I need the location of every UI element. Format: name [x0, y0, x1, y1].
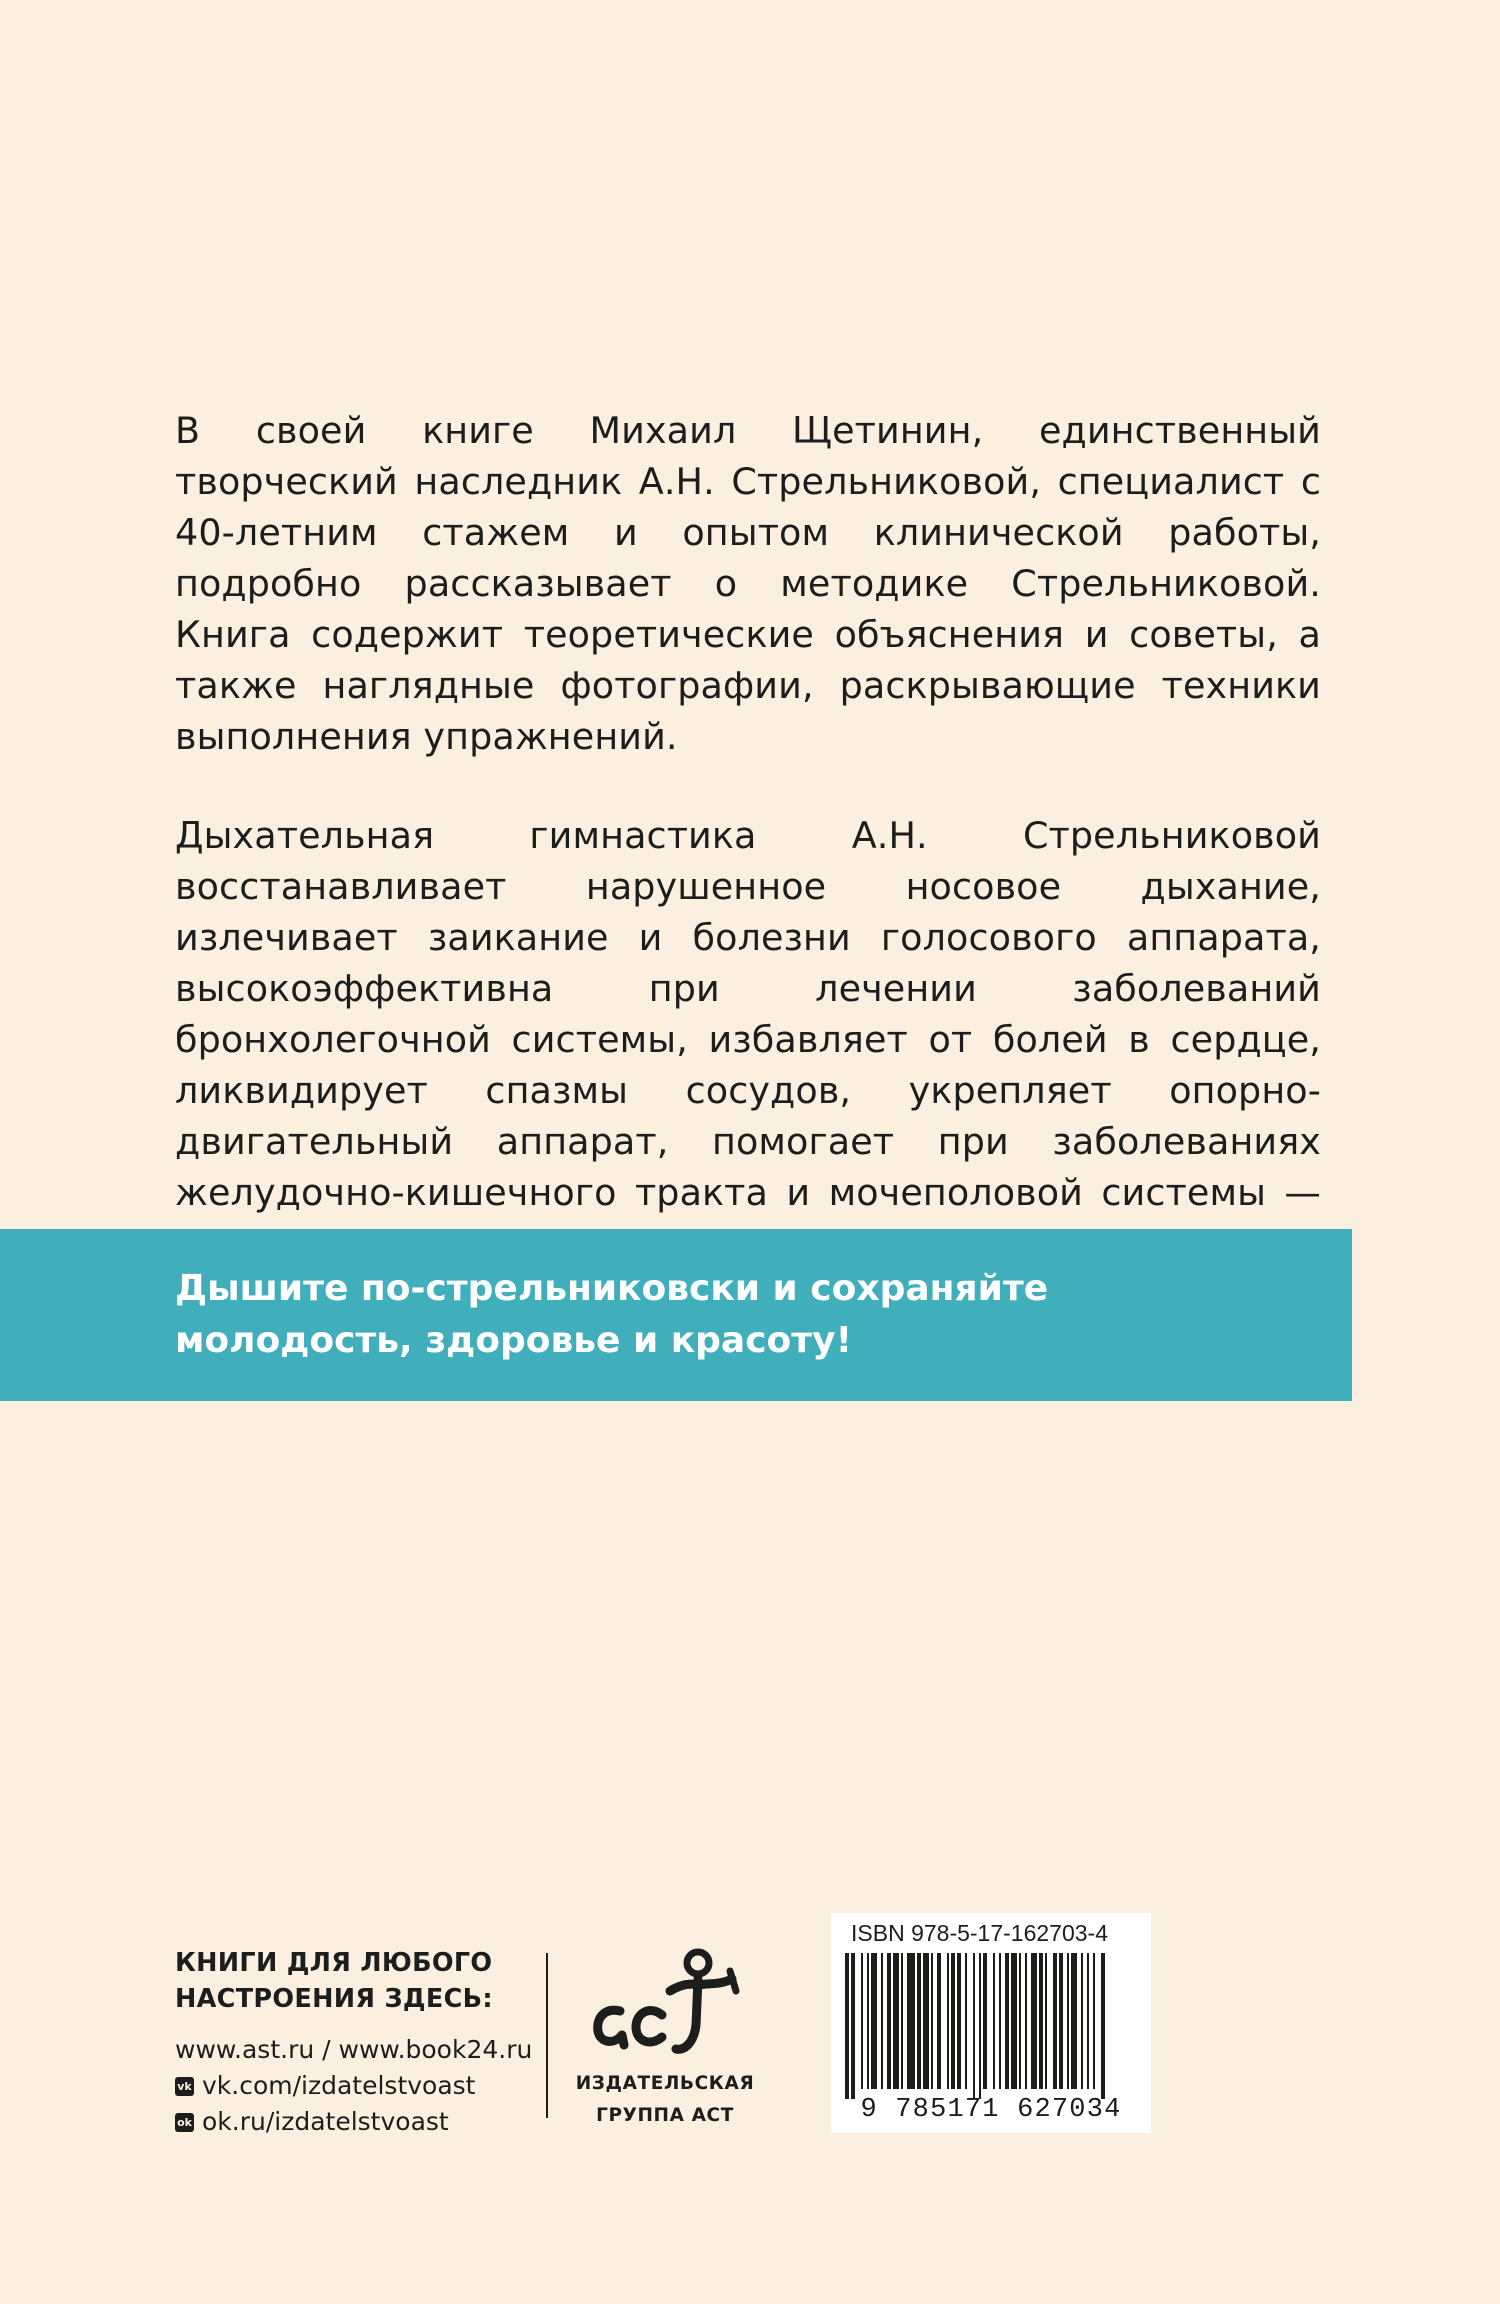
barcode-bar	[1101, 1953, 1105, 2099]
barcode-bar	[1005, 1953, 1009, 2089]
barcode-bar	[845, 1953, 849, 2099]
barcode-bar	[1081, 1953, 1083, 2089]
barcode-bar	[923, 1953, 929, 2089]
barcode-bar	[1093, 1953, 1095, 2089]
description-paragraph-1: В своей книге Михаил Щетинин, единственный творческий наследник А.Н. Стрельниковой, специалист с 40-летним стажем и опытом клинической работы, подробно рассказывает о методике Стрельниковой. Книга содержит теоретические объяснения и советы, а также наглядные фотографии, раскрывающие техники выполнения упражнений.	[175, 409, 1321, 758]
barcode-bar	[979, 1953, 981, 2099]
barcode-digits: 9 785171 627034	[860, 2095, 1122, 2125]
tagline-text: Дышите по-стрельниковски и сохраняйте молодость, здоровье и красоту!	[175, 1268, 1049, 1361]
promo-line-2: НАСТРОЕНИЯ ЗДЕСЬ:	[175, 1984, 493, 2014]
publisher-line-2: ГРУППА АСТ	[596, 2105, 734, 2126]
website-link[interactable]	[175, 2032, 535, 2068]
footer-divider	[546, 1953, 548, 2118]
barcode-bar	[1059, 1953, 1063, 2089]
tagline-band	[0, 1229, 1352, 1401]
vk-link[interactable]	[175, 2068, 535, 2104]
barcode-bar	[983, 1953, 987, 2089]
website-link-text: www.ast.ru / www.book24.ru	[175, 2035, 533, 2064]
description	[175, 405, 1321, 1317]
barcode-bar	[973, 1953, 975, 2099]
barcode-bar	[1067, 1953, 1069, 2089]
barcode-bar	[867, 1953, 869, 2089]
ok-link-text: ok.ru/izdatelstvoast	[202, 2107, 449, 2136]
barcode-bar	[947, 1953, 949, 2089]
description-paragraph-2: Дыхательная гимнастика А.Н. Стрельниковой восстанавливает нарушенное носовое дыхание, излечивает заикание и болезни голосового аппарата, высокоэффективна при лечении заболеваний бронхолегочной системы, избавляет от болей в сердце, ликвидирует спазмы сосудов, укрепляет опорно-двигательный аппарат, помогает при заболеваниях желудочно-кишечного тракта и мочеполовой системы —	[175, 814, 1321, 1214]
publisher-line-1: ИЗДАТЕЛЬСКАЯ	[575, 2073, 755, 2094]
barcode-bar	[1039, 1953, 1043, 2089]
barcode-bar	[861, 1953, 863, 2089]
barcode-bar	[893, 1953, 899, 2089]
barcode-bar	[937, 1953, 941, 2089]
barcode-bar	[931, 1953, 933, 2089]
ok-icon: ok	[175, 2113, 194, 2132]
barcode-bar	[1025, 1953, 1027, 2089]
barcode-bar	[999, 1953, 1001, 2089]
footer-links	[175, 1945, 535, 2140]
vk-icon: vk	[175, 2077, 194, 2096]
barcode-bar	[901, 1953, 903, 2089]
promo-line-1: КНИГИ ДЛЯ ЛЮБОГО	[175, 1948, 493, 1978]
barcode-bar	[1071, 1953, 1077, 2089]
barcode-bar	[851, 1953, 855, 2099]
ok-link[interactable]	[175, 2104, 535, 2140]
publisher-logo-block	[570, 1945, 760, 2129]
barcode-bar	[907, 1953, 915, 2089]
barcode-bar	[881, 1953, 883, 2089]
barcode-bar	[1045, 1953, 1047, 2089]
barcode-bar	[1053, 1953, 1057, 2089]
barcode-bar	[1031, 1953, 1037, 2089]
barcode	[831, 1913, 1151, 2133]
barcode-bar	[871, 1953, 877, 2089]
isbn-text: ISBN 978-5-17-162703-4	[851, 1920, 1108, 1946]
barcode-bar	[917, 1953, 921, 2089]
barcode-bar	[1019, 1953, 1021, 2089]
barcode-bar	[957, 1953, 961, 2089]
vk-link-text: vk.com/izdatelstvoast	[202, 2071, 476, 2100]
barcode-bars-icon	[841, 1953, 1141, 2103]
barcode-bar	[951, 1953, 955, 2089]
barcode-bar	[887, 1953, 891, 2089]
barcode-bar	[993, 1953, 995, 2089]
barcode-bar	[965, 1953, 967, 2089]
ast-logo-icon	[580, 1945, 750, 2065]
barcode-bar	[1087, 1953, 1089, 2089]
barcode-bar	[1011, 1953, 1017, 2089]
